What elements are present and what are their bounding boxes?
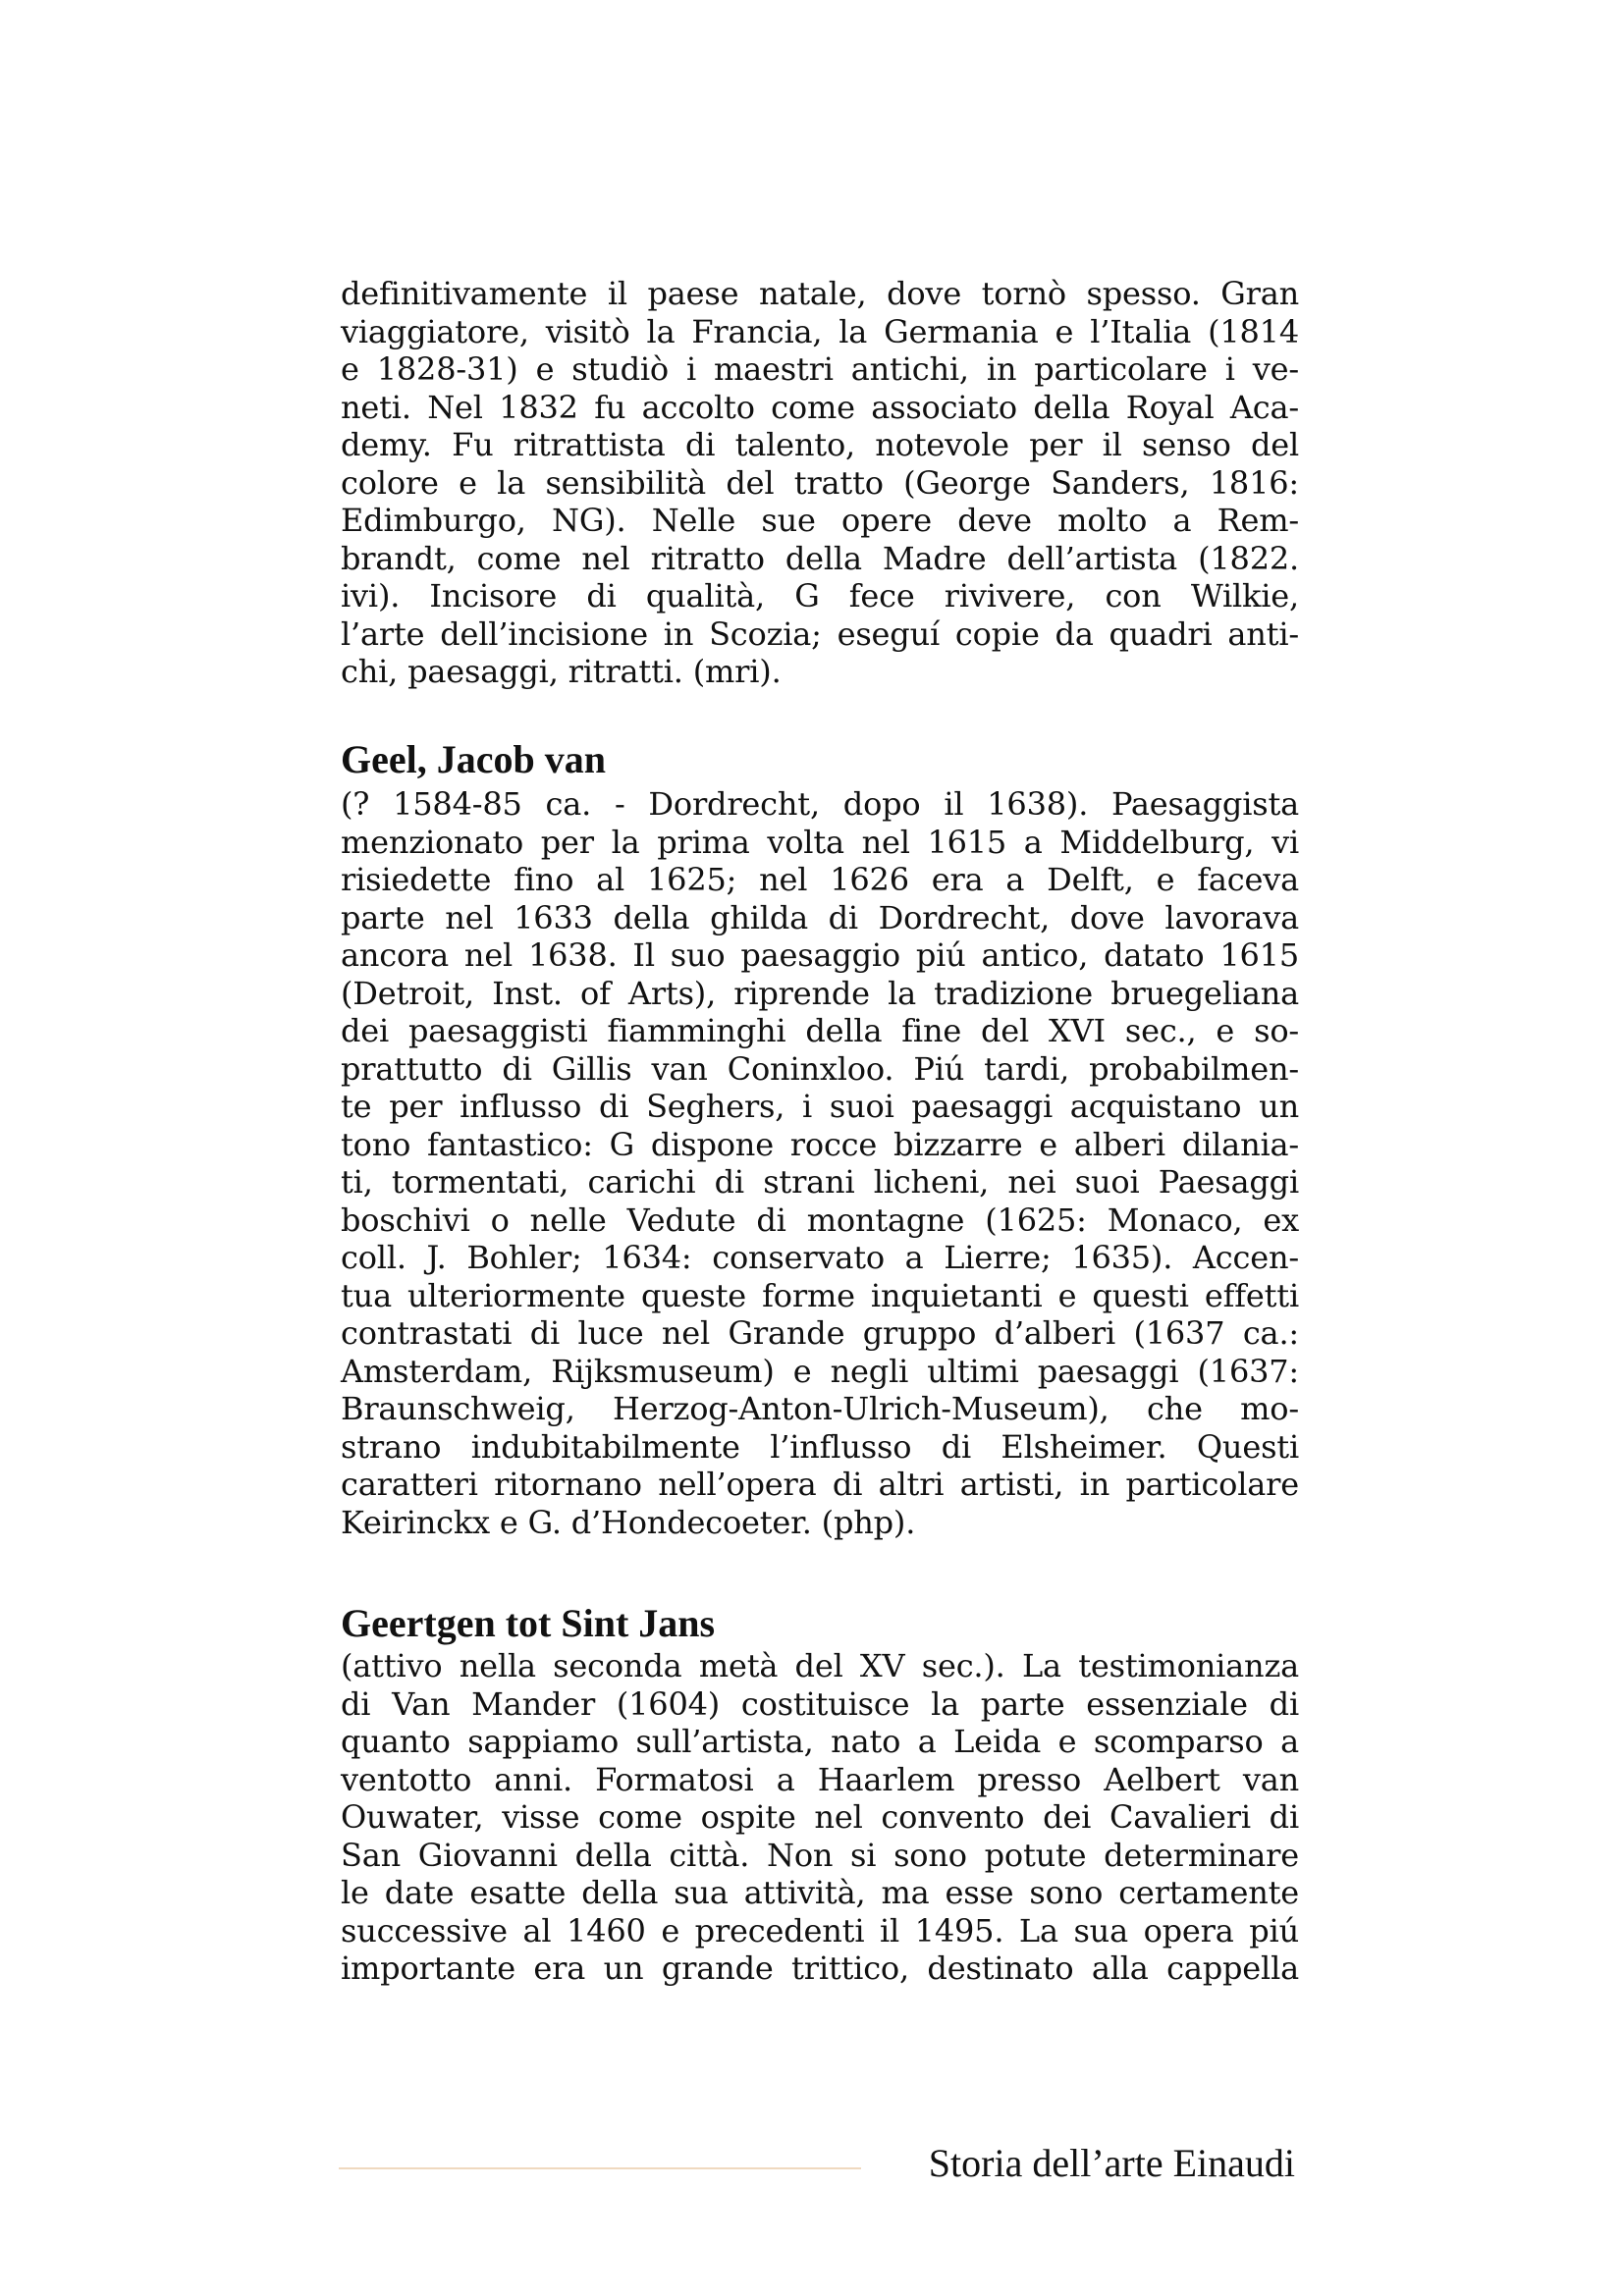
text-line: strano indubitabilmente l’influsso di Elsheimer. Questi [341,1427,1299,1466]
text-line: ventotto anni. Formatosi a Haarlem presso Aelbert van [341,1760,1299,1798]
text-line: tono fantastico: G dispone rocce bizzarre e alberi dilania- [341,1125,1299,1163]
text-line: risiedette fino al 1625; nel 1626 era a Delft, e faceva [341,861,1299,898]
footer-publication: Storia dell’arte Einaudi [928,2141,1295,2185]
text-line: neti. Nel 1832 fu accolto come associato della Royal Aca- [341,388,1299,426]
text-line: chi, paesaggi, ritratti. (mri). [341,653,782,690]
text-line: prattutto di Gillis van Coninxloo. Piú tardi, probabilmen- [341,1049,1299,1088]
text-line: (? 1584-85 ca. - Dordrecht, dopo il 1638). Paesaggista [341,785,1299,823]
entry-heading-geertgen: Geertgen tot Sint Jans [341,1601,716,1645]
text-line: caratteri ritornano nell’opera di altri artisti, in particolare [341,1466,1299,1503]
entry-body-geertgen [341,1647,1299,1988]
text-line: ivi). Incisore di qualità, G fece rivivere, con Wilkie, [341,577,1299,614]
text-line: l’arte dell’incisione in Scozia; eseguí copie da quadri anti- [341,614,1299,653]
text-line: ti, tormentati, carichi di strani licheni, nei suoi Paesaggi [341,1163,1299,1201]
text-line: demy. Fu ritrattista di talento, notevole per il senso del [341,426,1299,463]
text-line: te per influsso di Seghers, i suoi paesaggi acquistano un [341,1088,1299,1125]
text-line: Keirinckx e G. d’Hondecoeter. (php). [341,1503,916,1541]
text-line: boschivi o nelle Vedute di montagne (1625: Monaco, ex [341,1201,1299,1239]
text-line: quanto sappiamo sull’artista, nato a Leida e scomparso a [341,1723,1299,1760]
entry-heading-geel: Geel, Jacob van [341,737,606,781]
text-line: parte nel 1633 della ghilda di Dordrecht, dove lavorava [341,898,1299,936]
text-line: definitivamente il paese natale, dove tornò spesso. Gran [341,275,1299,312]
text-line: tua ulteriormente queste forme inquietanti e questi effetti [341,1276,1299,1314]
text-line: colore e la sensibilità del tratto (George Sanders, 1816: [341,463,1299,502]
text-line: coll. J. Bohler; 1634: conservato a Lierre; 1635). Accen- [341,1239,1299,1276]
text-line: e 1828-31) e studiò i maestri antichi, in particolare i ve- [341,350,1299,388]
continued-paragraph [341,275,1299,691]
text-line: ancora nel 1638. Il suo paesaggio piú antico, datato 1615 [341,936,1299,974]
text-line: successive al 1460 e precedenti il 1495. La sua opera piú [341,1911,1299,1949]
text-line: viaggiatore, visitò la Francia, la Germania e l’Italia (1814 [341,312,1299,350]
text-line: contrastati di luce nel Grande gruppo d’alberi (1637 ca.: [341,1314,1299,1352]
text-line: importante era un grande trittico, destinato alla cappella [341,1949,1299,1987]
text-line: Edimburgo, NG). Nelle sue opere deve molto a Rem- [341,502,1299,539]
text-line: Braunschweig, Herzog-Anton-Ulrich-Museum), che mo- [341,1390,1299,1427]
text-line: dei paesaggisti fiamminghi della fine del XVI sec., e so- [341,1012,1299,1049]
entry-body-geel [341,785,1299,1541]
text-line: San Giovanni della città. Non si sono potute determinare [341,1836,1299,1874]
text-line: di Van Mander (1604) costituisce la parte essenziale di [341,1684,1299,1723]
footer-rule [339,2167,861,2169]
text-line: brandt, come nel ritratto della Madre dell’artista (1822. [341,539,1299,577]
text-line: Ouwater, visse come ospite nel convento dei Cavalieri di [341,1798,1299,1836]
text-line: (Detroit, Inst. of Arts), riprende la tradizione bruegeliana [341,974,1299,1012]
text-line: menzionato per la prima volta nel 1615 a Middelburg, vi [341,823,1299,861]
text-line: le date esatte della sua attività, ma esse sono certamente [341,1874,1299,1911]
text-line: Amsterdam, Rijksmuseum) e negli ultimi paesaggi (1637: [341,1352,1299,1390]
text-line: (attivo nella seconda metà del XV sec.). La testimonianza [341,1647,1299,1684]
